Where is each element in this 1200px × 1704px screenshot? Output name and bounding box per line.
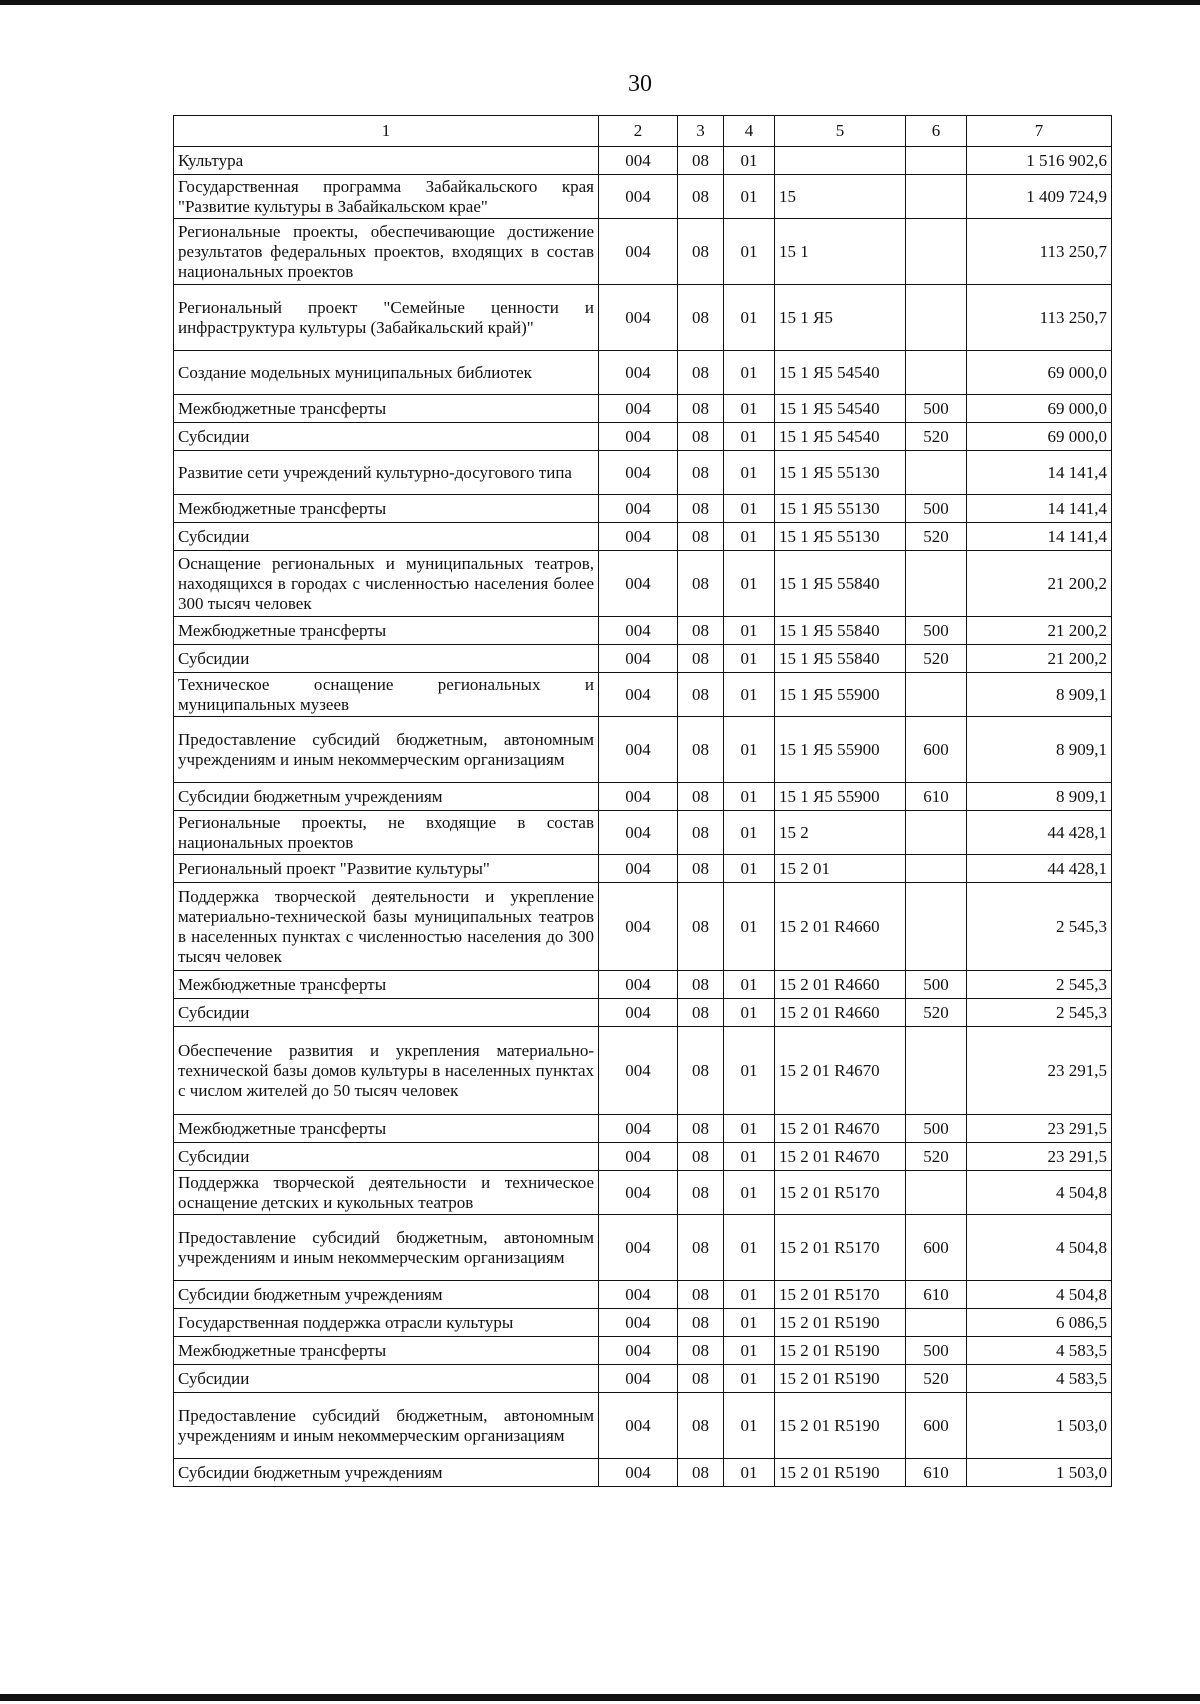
expense-type-cell: 500	[906, 971, 967, 999]
ministry-code-cell: 004	[599, 1171, 678, 1215]
subsection-code-cell: 01	[724, 617, 775, 645]
ministry-code-cell: 004	[599, 1143, 678, 1171]
row-name-cell: Поддержка творческой деятельности и техническое оснащение детских и кукольных театров	[174, 1171, 599, 1215]
expense-type-cell	[906, 551, 967, 617]
section-code-cell: 08	[678, 523, 724, 551]
expense-type-cell: 500	[906, 1337, 967, 1365]
expense-type-cell: 520	[906, 523, 967, 551]
amount-cell: 23 291,5	[967, 1115, 1112, 1143]
subsection-code-cell: 01	[724, 395, 775, 423]
amount-cell: 23 291,5	[967, 1027, 1112, 1115]
amount-cell: 6 086,5	[967, 1309, 1112, 1337]
target-code-cell: 15 2 01 R4670	[775, 1115, 906, 1143]
subsection-code-cell: 01	[724, 1281, 775, 1309]
ministry-code-cell: 004	[599, 1281, 678, 1309]
expense-type-cell: 610	[906, 1281, 967, 1309]
expense-type-cell	[906, 855, 967, 883]
target-code-cell	[775, 147, 906, 175]
section-code-cell: 08	[678, 147, 724, 175]
ministry-code-cell: 004	[599, 451, 678, 495]
row-name-cell: Предоставление субсидий бюджетным, автономным учреждениям и иным некоммерческим организациям	[174, 1393, 599, 1459]
section-code-cell: 08	[678, 999, 724, 1027]
row-name-cell: Предоставление субсидий бюджетным, автономным учреждениям и иным некоммерческим организациям	[174, 1215, 599, 1281]
table-row	[174, 1171, 1112, 1215]
row-name-cell: Техническое оснащение региональных и муниципальных музеев	[174, 673, 599, 717]
amount-cell: 14 141,4	[967, 451, 1112, 495]
target-code-cell: 15	[775, 175, 906, 219]
subsection-code-cell: 01	[724, 999, 775, 1027]
table-row	[174, 783, 1112, 811]
subsection-code-cell: 01	[724, 673, 775, 717]
section-code-cell: 08	[678, 219, 724, 285]
subsection-code-cell: 01	[724, 1143, 775, 1171]
table-row	[174, 451, 1112, 495]
table-row	[174, 219, 1112, 285]
ministry-code-cell: 004	[599, 495, 678, 523]
ministry-code-cell: 004	[599, 617, 678, 645]
table-row	[174, 1115, 1112, 1143]
ministry-code-cell: 004	[599, 147, 678, 175]
row-name-cell: Региональный проект "Развитие культуры"	[174, 855, 599, 883]
ministry-code-cell: 004	[599, 351, 678, 395]
table-row	[174, 645, 1112, 673]
expense-type-cell	[906, 351, 967, 395]
expense-type-cell	[906, 883, 967, 971]
row-name-cell: Субсидии	[174, 645, 599, 673]
subsection-code-cell: 01	[724, 645, 775, 673]
row-name-cell: Межбюджетные трансферты	[174, 617, 599, 645]
amount-cell: 2 545,3	[967, 971, 1112, 999]
row-name-cell: Субсидии бюджетным учреждениям	[174, 1281, 599, 1309]
target-code-cell: 15 1 Я5 55900	[775, 783, 906, 811]
expense-type-cell	[906, 1027, 967, 1115]
row-name-cell: Оснащение региональных и муниципальных театров, находящихся в городах с численностью населения более 300 тысяч человек	[174, 551, 599, 617]
subsection-code-cell: 01	[724, 351, 775, 395]
ministry-code-cell: 004	[599, 219, 678, 285]
ministry-code-cell: 004	[599, 1337, 678, 1365]
section-code-cell: 08	[678, 617, 724, 645]
page-number: 30	[628, 71, 652, 97]
target-code-cell: 15 1 Я5 55900	[775, 673, 906, 717]
expense-type-cell: 610	[906, 783, 967, 811]
column-header: 4	[724, 116, 775, 147]
section-code-cell: 08	[678, 351, 724, 395]
row-name-cell: Межбюджетные трансферты	[174, 395, 599, 423]
expense-type-cell	[906, 1171, 967, 1215]
subsection-code-cell: 01	[724, 971, 775, 999]
ministry-code-cell: 004	[599, 175, 678, 219]
section-code-cell: 08	[678, 971, 724, 999]
subsection-code-cell: 01	[724, 423, 775, 451]
table-row	[174, 1393, 1112, 1459]
table-row	[174, 811, 1112, 855]
expense-type-cell: 600	[906, 1393, 967, 1459]
subsection-code-cell: 01	[724, 883, 775, 971]
section-code-cell: 08	[678, 1027, 724, 1115]
expense-type-cell: 500	[906, 495, 967, 523]
target-code-cell: 15 1 Я5 55840	[775, 645, 906, 673]
target-code-cell: 15 1 Я5 54540	[775, 351, 906, 395]
amount-cell: 69 000,0	[967, 351, 1112, 395]
table-row	[174, 495, 1112, 523]
ministry-code-cell: 004	[599, 1393, 678, 1459]
row-name-cell: Межбюджетные трансферты	[174, 1337, 599, 1365]
ministry-code-cell: 004	[599, 1309, 678, 1337]
table-row	[174, 717, 1112, 783]
amount-cell: 23 291,5	[967, 1143, 1112, 1171]
target-code-cell: 15 2 01 R5190	[775, 1309, 906, 1337]
section-code-cell: 08	[678, 285, 724, 351]
row-name-cell: Поддержка творческой деятельности и укрепление материально-технической базы муниципальных театров в населенных пунктах с численностью населения до 300 тысяч человек	[174, 883, 599, 971]
row-name-cell: Субсидии	[174, 1143, 599, 1171]
section-code-cell: 08	[678, 1337, 724, 1365]
amount-cell: 4 583,5	[967, 1365, 1112, 1393]
subsection-code-cell: 01	[724, 717, 775, 783]
target-code-cell: 15 2 01	[775, 855, 906, 883]
subsection-code-cell: 01	[724, 285, 775, 351]
expense-type-cell: 520	[906, 999, 967, 1027]
table-header-row	[174, 116, 1112, 147]
row-name-cell: Государственная поддержка отрасли культуры	[174, 1309, 599, 1337]
ministry-code-cell: 004	[599, 1215, 678, 1281]
column-header: 7	[967, 116, 1112, 147]
expense-type-cell	[906, 673, 967, 717]
target-code-cell: 15 1 Я5 55130	[775, 523, 906, 551]
ministry-code-cell: 004	[599, 645, 678, 673]
ministry-code-cell: 004	[599, 423, 678, 451]
expense-type-cell: 520	[906, 1365, 967, 1393]
section-code-cell: 08	[678, 811, 724, 855]
expense-type-cell: 600	[906, 717, 967, 783]
row-name-cell: Обеспечение развития и укрепления материально-технической базы домов культуры в населенных пунктах с числом жителей до 50 тысяч человек	[174, 1027, 599, 1115]
amount-cell: 21 200,2	[967, 645, 1112, 673]
section-code-cell: 08	[678, 1459, 724, 1487]
top-border-rule	[0, 0, 1200, 5]
amount-cell: 14 141,4	[967, 523, 1112, 551]
subsection-code-cell: 01	[724, 451, 775, 495]
table-row	[174, 1459, 1112, 1487]
subsection-code-cell: 01	[724, 1027, 775, 1115]
section-code-cell: 08	[678, 395, 724, 423]
amount-cell: 21 200,2	[967, 551, 1112, 617]
subsection-code-cell: 01	[724, 495, 775, 523]
table-row	[174, 551, 1112, 617]
table-row	[174, 1027, 1112, 1115]
amount-cell: 2 545,3	[967, 883, 1112, 971]
expense-type-cell	[906, 147, 967, 175]
table-row	[174, 147, 1112, 175]
row-name-cell: Межбюджетные трансферты	[174, 495, 599, 523]
expense-type-cell	[906, 451, 967, 495]
ministry-code-cell: 004	[599, 523, 678, 551]
amount-cell: 4 504,8	[967, 1171, 1112, 1215]
subsection-code-cell: 01	[724, 1215, 775, 1281]
section-code-cell: 08	[678, 1309, 724, 1337]
section-code-cell: 08	[678, 645, 724, 673]
amount-cell: 113 250,7	[967, 219, 1112, 285]
section-code-cell: 08	[678, 717, 724, 783]
expense-type-cell: 610	[906, 1459, 967, 1487]
row-name-cell: Межбюджетные трансферты	[174, 1115, 599, 1143]
target-code-cell: 15 2 01 R5190	[775, 1365, 906, 1393]
target-code-cell: 15 1 Я5 54540	[775, 423, 906, 451]
subsection-code-cell: 01	[724, 1171, 775, 1215]
target-code-cell: 15 1 Я5 55130	[775, 451, 906, 495]
column-header: 2	[599, 116, 678, 147]
row-name-cell: Межбюджетные трансферты	[174, 971, 599, 999]
column-header: 3	[678, 116, 724, 147]
ministry-code-cell: 004	[599, 855, 678, 883]
target-code-cell: 15 1 Я5 55130	[775, 495, 906, 523]
row-name-cell: Субсидии бюджетным учреждениям	[174, 783, 599, 811]
amount-cell: 69 000,0	[967, 423, 1112, 451]
target-code-cell: 15 2 01 R4670	[775, 1143, 906, 1171]
ministry-code-cell: 004	[599, 783, 678, 811]
amount-cell: 44 428,1	[967, 811, 1112, 855]
target-code-cell: 15 2 01 R4670	[775, 1027, 906, 1115]
section-code-cell: 08	[678, 551, 724, 617]
target-code-cell: 15 2 01 R5190	[775, 1393, 906, 1459]
subsection-code-cell: 01	[724, 175, 775, 219]
ministry-code-cell: 004	[599, 1459, 678, 1487]
subsection-code-cell: 01	[724, 855, 775, 883]
ministry-code-cell: 004	[599, 717, 678, 783]
row-name-cell: Субсидии	[174, 999, 599, 1027]
ministry-code-cell: 004	[599, 673, 678, 717]
amount-cell: 1 409 724,9	[967, 175, 1112, 219]
table-row	[174, 1309, 1112, 1337]
table-row	[174, 175, 1112, 219]
amount-cell: 2 545,3	[967, 999, 1112, 1027]
table-row	[174, 351, 1112, 395]
subsection-code-cell: 01	[724, 147, 775, 175]
table-row	[174, 855, 1112, 883]
ministry-code-cell: 004	[599, 285, 678, 351]
subsection-code-cell: 01	[724, 1393, 775, 1459]
subsection-code-cell: 01	[724, 219, 775, 285]
ministry-code-cell: 004	[599, 551, 678, 617]
table-row	[174, 617, 1112, 645]
subsection-code-cell: 01	[724, 783, 775, 811]
section-code-cell: 08	[678, 175, 724, 219]
table-row	[174, 673, 1112, 717]
row-name-cell: Субсидии бюджетным учреждениям	[174, 1459, 599, 1487]
expense-type-cell	[906, 811, 967, 855]
expense-type-cell: 500	[906, 1115, 967, 1143]
row-name-cell: Культура	[174, 147, 599, 175]
target-code-cell: 15 1 Я5 55900	[775, 717, 906, 783]
target-code-cell: 15 2 01 R4660	[775, 883, 906, 971]
amount-cell: 1 503,0	[967, 1393, 1112, 1459]
subsection-code-cell: 01	[724, 1115, 775, 1143]
table-row	[174, 883, 1112, 971]
table-row	[174, 285, 1112, 351]
target-code-cell: 15 2 01 R4660	[775, 971, 906, 999]
ministry-code-cell: 004	[599, 395, 678, 423]
ministry-code-cell: 004	[599, 1115, 678, 1143]
amount-cell: 8 909,1	[967, 673, 1112, 717]
amount-cell: 4 504,8	[967, 1281, 1112, 1309]
expense-type-cell: 520	[906, 1143, 967, 1171]
section-code-cell: 08	[678, 423, 724, 451]
ministry-code-cell: 004	[599, 971, 678, 999]
row-name-cell: Предоставление субсидий бюджетным, автономным учреждениям и иным некоммерческим организациям	[174, 717, 599, 783]
expense-type-cell: 520	[906, 423, 967, 451]
expense-type-cell	[906, 1309, 967, 1337]
amount-cell: 1 516 902,6	[967, 147, 1112, 175]
row-name-cell: Создание модельных муниципальных библиотек	[174, 351, 599, 395]
row-name-cell: Субсидии	[174, 523, 599, 551]
subsection-code-cell: 01	[724, 551, 775, 617]
ministry-code-cell: 004	[599, 999, 678, 1027]
target-code-cell: 15 2 01 R4660	[775, 999, 906, 1027]
subsection-code-cell: 01	[724, 523, 775, 551]
section-code-cell: 08	[678, 673, 724, 717]
section-code-cell: 08	[678, 855, 724, 883]
row-name-cell: Субсидии	[174, 1365, 599, 1393]
subsection-code-cell: 01	[724, 811, 775, 855]
subsection-code-cell: 01	[724, 1337, 775, 1365]
target-code-cell: 15 2 01 R5190	[775, 1459, 906, 1487]
target-code-cell: 15 2 01 R5170	[775, 1171, 906, 1215]
column-header: 6	[906, 116, 967, 147]
target-code-cell: 15 2 01 R5170	[775, 1281, 906, 1309]
table-row	[174, 395, 1112, 423]
expense-type-cell	[906, 285, 967, 351]
ministry-code-cell: 004	[599, 1027, 678, 1115]
target-code-cell: 15 2	[775, 811, 906, 855]
amount-cell: 8 909,1	[967, 783, 1112, 811]
table-row	[174, 423, 1112, 451]
amount-cell: 1 503,0	[967, 1459, 1112, 1487]
expense-type-cell	[906, 219, 967, 285]
row-name-cell: Региональные проекты, обеспечивающие достижение результатов федеральных проектов, входящих в состав национальных проектов	[174, 219, 599, 285]
subsection-code-cell: 01	[724, 1309, 775, 1337]
table-row	[174, 1365, 1112, 1393]
target-code-cell: 15 1	[775, 219, 906, 285]
target-code-cell: 15 1 Я5 55840	[775, 617, 906, 645]
row-name-cell: Региональные проекты, не входящие в состав национальных проектов	[174, 811, 599, 855]
amount-cell: 21 200,2	[967, 617, 1112, 645]
subsection-code-cell: 01	[724, 1365, 775, 1393]
table-row	[174, 971, 1112, 999]
row-name-cell: Субсидии	[174, 423, 599, 451]
expense-type-cell	[906, 175, 967, 219]
column-header: 1	[174, 116, 599, 147]
table-row	[174, 1337, 1112, 1365]
row-name-cell: Государственная программа Забайкальского края "Развитие культуры в Забайкальском крае"	[174, 175, 599, 219]
subsection-code-cell: 01	[724, 1459, 775, 1487]
expense-type-cell: 500	[906, 617, 967, 645]
table-row	[174, 1143, 1112, 1171]
section-code-cell: 08	[678, 783, 724, 811]
section-code-cell: 08	[678, 1365, 724, 1393]
amount-cell: 44 428,1	[967, 855, 1112, 883]
expense-type-cell: 600	[906, 1215, 967, 1281]
section-code-cell: 08	[678, 451, 724, 495]
target-code-cell: 15 2 01 R5190	[775, 1337, 906, 1365]
table-row	[174, 999, 1112, 1027]
section-code-cell: 08	[678, 1171, 724, 1215]
table-row	[174, 1215, 1112, 1281]
amount-cell: 4 504,8	[967, 1215, 1112, 1281]
row-name-cell: Развитие сети учреждений культурно-досугового типа	[174, 451, 599, 495]
amount-cell: 14 141,4	[967, 495, 1112, 523]
table-body	[174, 147, 1112, 1487]
section-code-cell: 08	[678, 1215, 724, 1281]
amount-cell: 69 000,0	[967, 395, 1112, 423]
target-code-cell: 15 1 Я5 54540	[775, 395, 906, 423]
amount-cell: 113 250,7	[967, 285, 1112, 351]
expense-type-cell: 520	[906, 645, 967, 673]
section-code-cell: 08	[678, 1115, 724, 1143]
section-code-cell: 08	[678, 495, 724, 523]
section-code-cell: 08	[678, 1393, 724, 1459]
table-row	[174, 523, 1112, 551]
ministry-code-cell: 004	[599, 883, 678, 971]
expense-type-cell: 500	[906, 395, 967, 423]
ministry-code-cell: 004	[599, 1365, 678, 1393]
amount-cell: 8 909,1	[967, 717, 1112, 783]
section-code-cell: 08	[678, 1143, 724, 1171]
target-code-cell: 15 1 Я5 55840	[775, 551, 906, 617]
target-code-cell: 15 1 Я5	[775, 285, 906, 351]
table-row	[174, 1281, 1112, 1309]
section-code-cell: 08	[678, 1281, 724, 1309]
bottom-border-rule	[0, 1694, 1200, 1701]
target-code-cell: 15 2 01 R5170	[775, 1215, 906, 1281]
ministry-code-cell: 004	[599, 811, 678, 855]
budget-table	[173, 115, 1112, 1487]
row-name-cell: Региональный проект "Семейные ценности и инфраструктура культуры (Забайкальский край)"	[174, 285, 599, 351]
column-header: 5	[775, 116, 906, 147]
section-code-cell: 08	[678, 883, 724, 971]
amount-cell: 4 583,5	[967, 1337, 1112, 1365]
